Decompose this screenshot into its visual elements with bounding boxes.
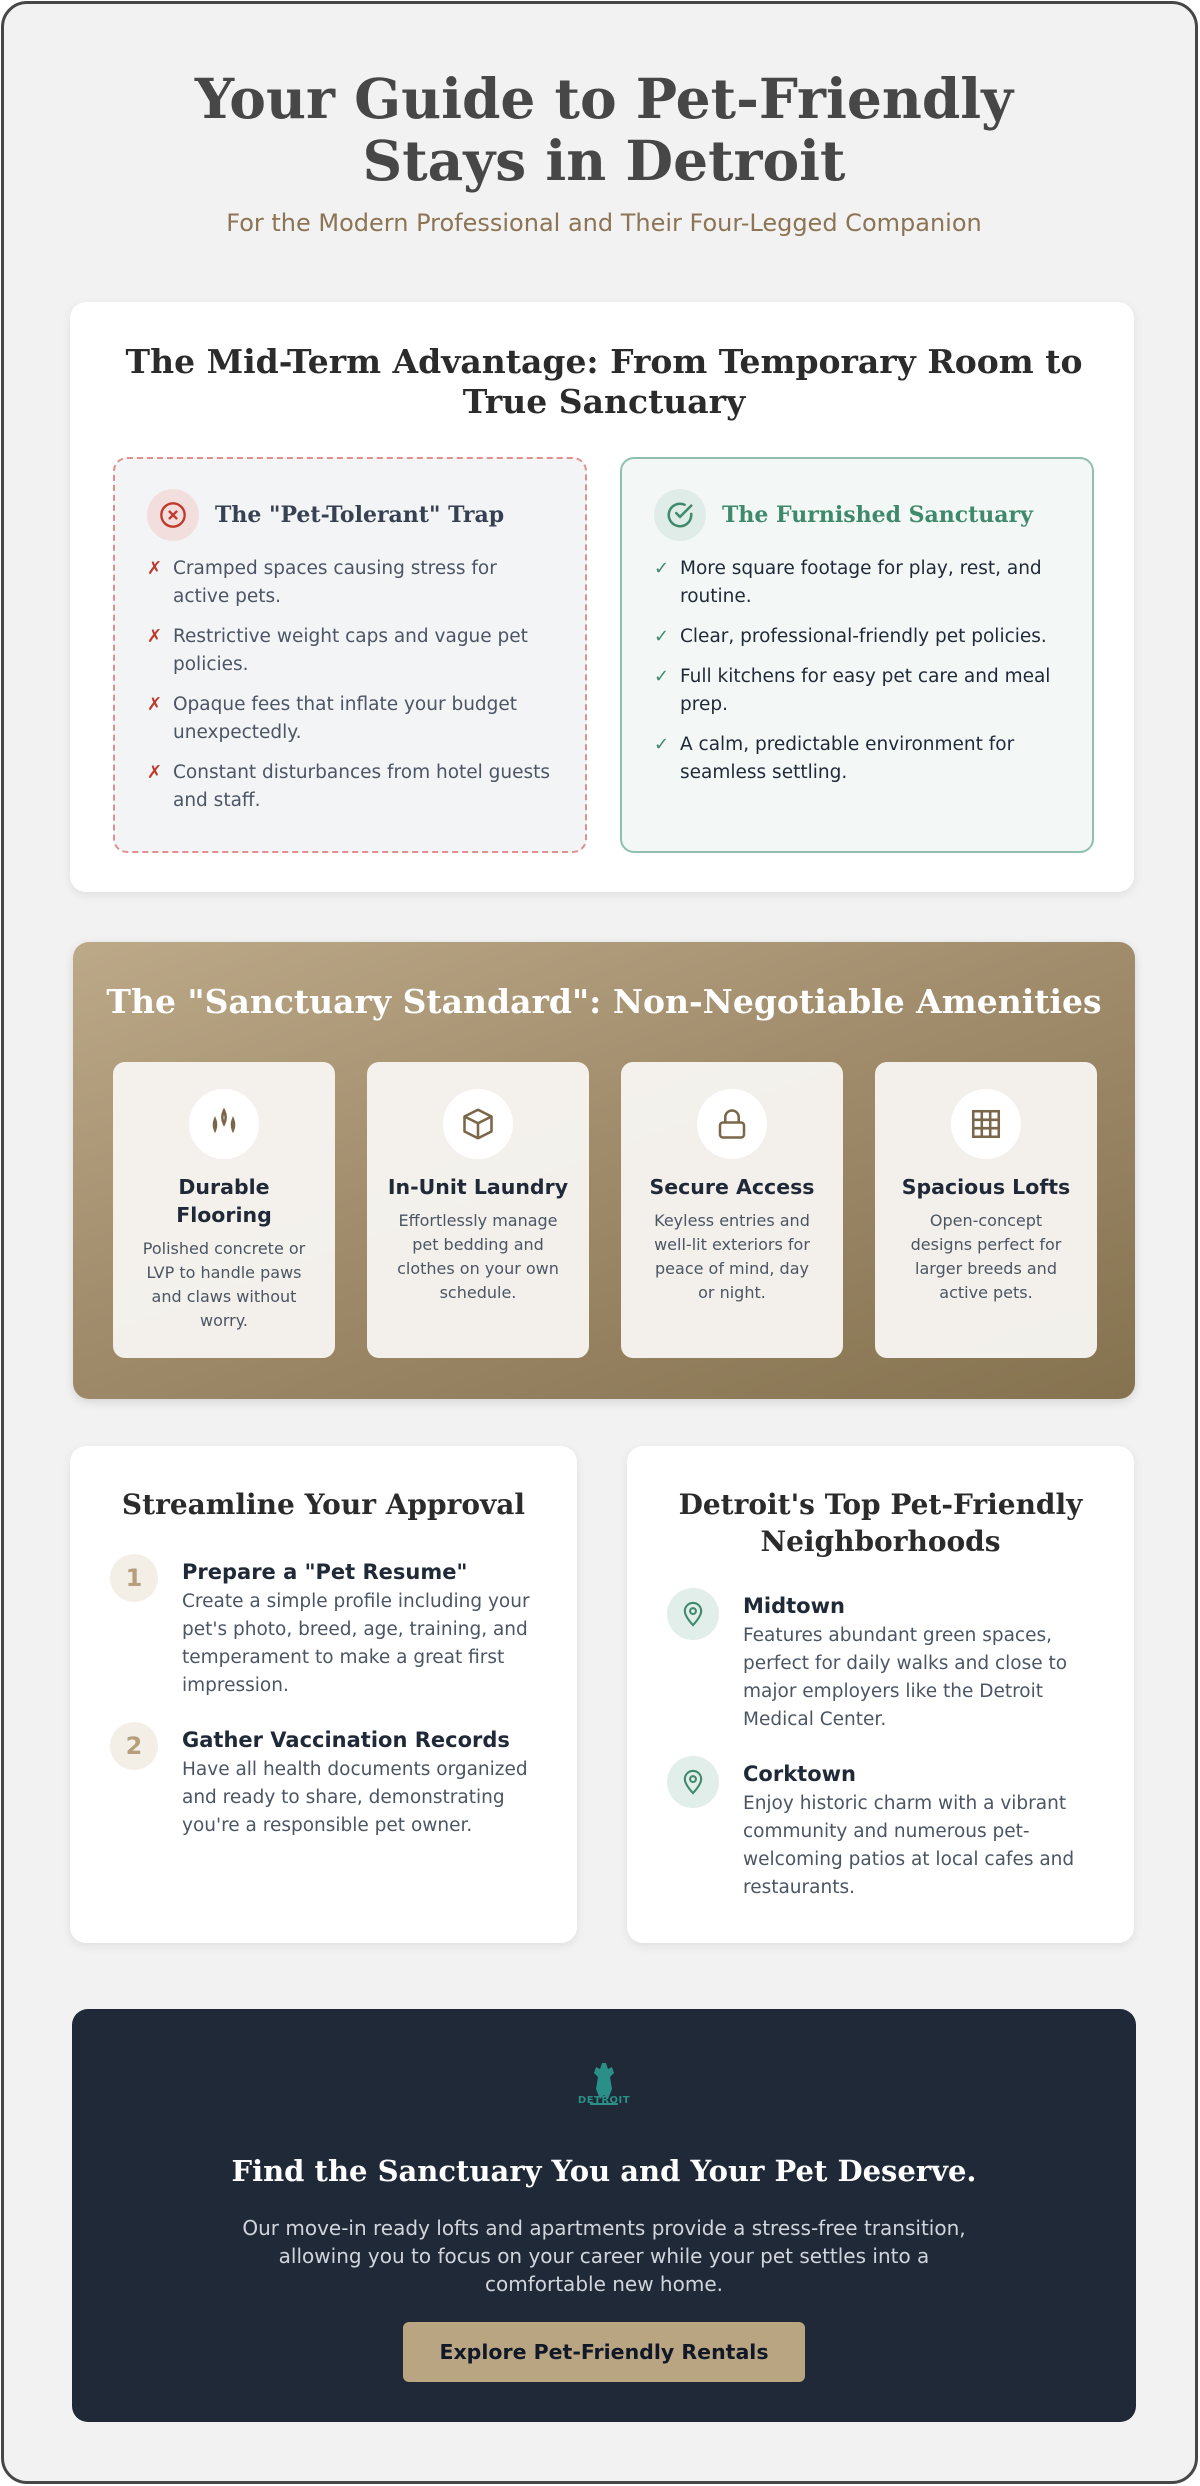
grid-icon xyxy=(951,1089,1021,1159)
check-mark-icon: ✓ xyxy=(654,626,670,647)
pet-tolerant-trap-panel xyxy=(113,457,587,853)
step-number: 1 xyxy=(110,1554,158,1602)
list-item xyxy=(654,663,1060,719)
neighborhood-item-corktown xyxy=(667,1756,1097,1902)
amenity-desc: Polished concrete or LVP to handle paws and claws without worry. xyxy=(142,1239,306,1330)
amenity-name: Spacious Lofts xyxy=(901,1175,1071,1199)
approval-step xyxy=(110,1722,540,1840)
page-title: Your Guide to Pet-Friendly Stays in Detroit xyxy=(194,66,1014,193)
furnished-sanctuary-label: The Furnished Sanctuary xyxy=(722,502,1033,528)
detroit-logo-text: DETROIT xyxy=(577,2095,631,2106)
cross-mark-icon: ✗ xyxy=(147,694,163,715)
step-title: Prepare a "Pet Resume" xyxy=(182,1560,468,1584)
approval-card xyxy=(70,1446,577,1943)
neighborhood-item-midtown xyxy=(667,1588,1097,1734)
neighborhood-text: Features abundant green spaces, perfect for daily walks and close to major employers like the Detroit Medical Center. xyxy=(743,1625,1068,1730)
x-circle-icon xyxy=(147,489,199,541)
neighborhoods-card xyxy=(627,1446,1134,1943)
list-item-text: Constant disturbances from hotel guests and staff. xyxy=(173,762,551,811)
neighborhood-name: Corktown xyxy=(743,1762,856,1786)
approval-step xyxy=(110,1554,540,1700)
list-item xyxy=(147,623,553,679)
explore-rentals-button[interactable]: Explore Pet-Friendly Rentals xyxy=(403,2322,805,2382)
list-item xyxy=(654,731,1060,787)
furnished-sanctuary-list xyxy=(654,555,1060,787)
list-item-text: Clear, professional-friendly pet policies. xyxy=(680,626,1047,647)
list-item-text: Restrictive weight caps and vague pet policies. xyxy=(173,626,528,675)
amenity-card-secure-access xyxy=(621,1062,843,1358)
list-item xyxy=(147,555,553,611)
list-item xyxy=(654,555,1060,611)
list-item-text: Opaque fees that inflate your budget unexpectedly. xyxy=(173,694,518,743)
map-pin-icon xyxy=(667,1756,719,1808)
box-icon xyxy=(443,1089,513,1159)
detroit-logo xyxy=(572,2059,636,2125)
cta-title: Find the Sanctuary You and Your Pet Deserve. xyxy=(231,2154,977,2188)
check-circle-icon xyxy=(654,489,706,541)
cross-mark-icon: ✗ xyxy=(147,626,163,647)
amenity-name: Durable Flooring xyxy=(176,1175,272,1227)
neighborhood-name: Midtown xyxy=(743,1594,845,1618)
page-frame xyxy=(1,1,1198,2484)
amenity-desc: Keyless entries and well-lit exteriors for peace of mind, day or night. xyxy=(654,1211,810,1302)
check-mark-icon: ✓ xyxy=(654,558,670,579)
lock-icon xyxy=(697,1089,767,1159)
amenity-card-laundry xyxy=(367,1062,589,1358)
list-item xyxy=(147,759,553,815)
list-item xyxy=(147,691,553,747)
step-number: 2 xyxy=(110,1722,158,1770)
amenity-card-flooring xyxy=(113,1062,335,1358)
pet-tolerant-trap-list xyxy=(147,555,553,815)
furnished-sanctuary-header xyxy=(654,489,1060,541)
approval-title: Streamline Your Approval xyxy=(121,1488,526,1521)
amenities-section xyxy=(73,942,1135,1399)
amenity-desc: Effortlessly manage pet bedding and clothes on your own schedule. xyxy=(397,1211,559,1302)
list-item-text: More square footage for play, rest, and routine. xyxy=(680,558,1042,607)
list-item-text: Full kitchens for easy pet care and meal prep. xyxy=(680,666,1051,715)
neighborhoods-title: Detroit's Top Pet-Friendly Neighborhoods xyxy=(678,1488,1083,1558)
pet-tolerant-trap-header xyxy=(147,489,553,541)
cta-footer xyxy=(72,2009,1136,2422)
amenity-name: In-Unit Laundry xyxy=(387,1175,569,1199)
check-mark-icon: ✓ xyxy=(654,666,670,687)
cross-mark-icon: ✗ xyxy=(147,762,163,783)
step-title: Gather Vaccination Records xyxy=(182,1728,510,1752)
list-item-text: Cramped spaces causing stress for active pets. xyxy=(173,558,497,607)
amenity-desc: Open-concept designs perfect for larger breeds and active pets. xyxy=(910,1211,1062,1302)
cross-mark-icon: ✗ xyxy=(147,558,163,579)
furnished-sanctuary-panel xyxy=(620,457,1094,853)
list-item-text: A calm, predictable environment for seamless settling. xyxy=(680,734,1015,783)
amenity-card-lofts xyxy=(875,1062,1097,1358)
check-mark-icon: ✓ xyxy=(654,734,670,755)
step-text: Have all health documents organized and ready to share, demonstrating you're a responsible pet owner. xyxy=(182,1759,528,1836)
list-item xyxy=(654,623,1060,651)
amenity-name: Secure Access xyxy=(649,1175,815,1199)
amenities-title: The "Sanctuary Standard": Non-Negotiable Amenities xyxy=(106,982,1102,1021)
page-subtitle: For the Modern Professional and Their Four-Legged Companion xyxy=(226,209,982,237)
neighborhood-text: Enjoy historic charm with a vibrant community and numerous pet-welcoming patios at local cafes and restaurants. xyxy=(743,1793,1075,1898)
cta-text: Our move-in ready lofts and apartments provide a stress-free transition, allowing you to focus on your career while your pet settles into a comfortable new home. xyxy=(242,2216,966,2296)
comparison-title: The Mid-Term Advantage: From Temporary Room to True Sanctuary xyxy=(125,342,1083,421)
step-text: Create a simple profile including your pet's photo, breed, age, training, and temperament to make a great first impression. xyxy=(182,1591,530,1696)
flooring-icon xyxy=(189,1089,259,1159)
pet-tolerant-trap-label: The "Pet-Tolerant" Trap xyxy=(215,502,505,528)
map-pin-icon xyxy=(667,1588,719,1640)
